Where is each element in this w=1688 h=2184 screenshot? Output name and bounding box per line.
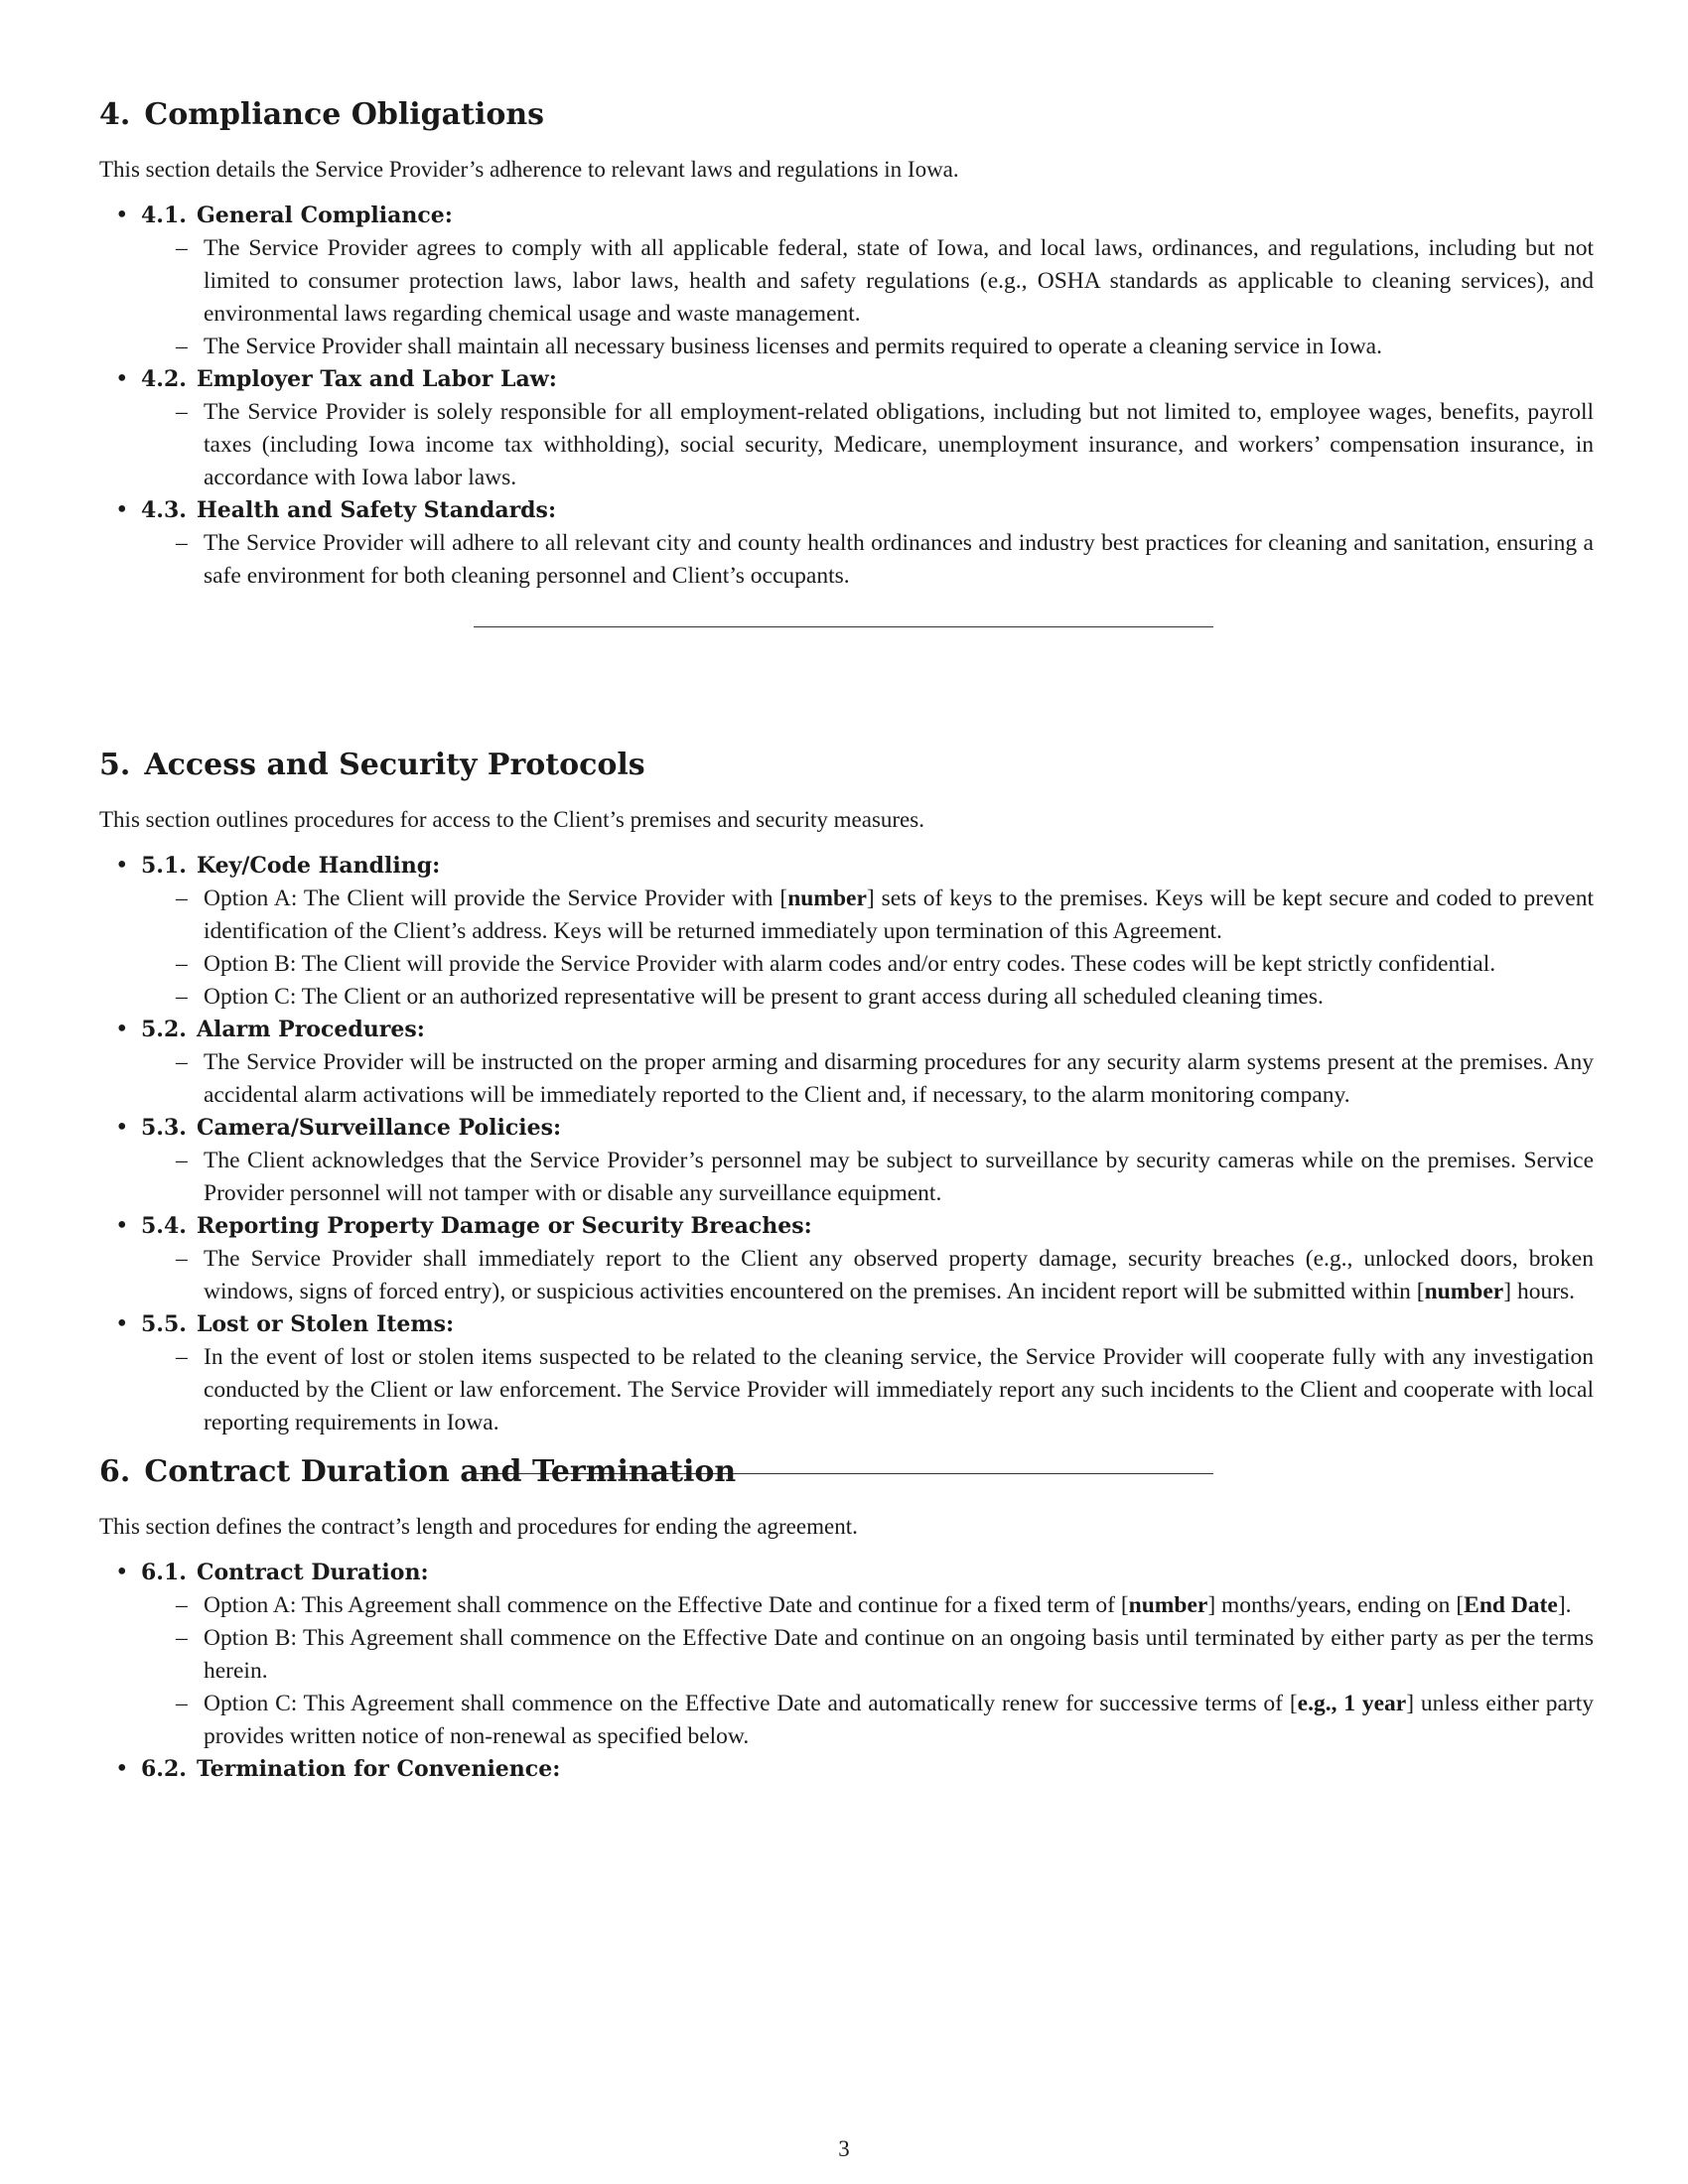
clause-points	[141, 1243, 1594, 1308]
clause-points	[141, 1145, 1594, 1210]
clause-point-text: Option A: The Client will provide the Service Provider with [number] sets of keys to the premises. Keys will be kept secure and coded to prevent identification of the Client’s address. Keys will be returned immediately upon termination of this Agreement.	[204, 886, 1595, 944]
clause-point	[176, 1622, 1594, 1688]
clause-point	[176, 1589, 1594, 1622]
clause-heading-text: Contract Duration:	[196, 1560, 429, 1585]
clause-point-text: In the event of lost or stolen items suspected to be related to the cleaning service, the Service Provider will cooperate fully with any investigation conducted by the Client or law enforcement. The Service Provider will immediately report any such incidents to the Client and cooperate with local reporting requirements in Iowa.	[204, 1344, 1594, 1435]
clause-point-text: Option B: This Agreement shall commence on the Effective Date and continue on an ongoing basis until terminated by either party as per the terms herein.	[204, 1625, 1594, 1684]
dash-icon: –	[176, 1049, 188, 1075]
clause-point-text: The Service Provider agrees to comply with all applicable federal, state of Iowa, and local laws, ordinances, and regulations, including but not limited to consumer protection laws, labor laws, health and safety regulations (e.g., OSHA standards as applicable to cleaning services), and environmental laws regarding chemical usage and waste management.	[204, 235, 1594, 327]
section-intro: This section defines the contract’s length and procedures for ending the agreement.	[99, 1514, 858, 1539]
clause-heading	[141, 363, 1594, 396]
clause-number: 5.3.	[141, 1115, 187, 1141]
section-3	[99, 1452, 1594, 1786]
clause-list	[99, 1557, 1594, 1786]
placeholder-field: End Date	[1464, 1592, 1558, 1618]
clause-number: 5.4.	[141, 1213, 187, 1239]
clause-heading-text: Camera/Surveillance Policies:	[196, 1115, 562, 1141]
section-intro: This section details the Service Provider’s adherence to relevant laws and regulations in Iowa.	[99, 157, 959, 182]
bullet-icon: •	[115, 1213, 129, 1239]
section-divider	[474, 626, 1213, 627]
dash-icon: –	[176, 399, 188, 425]
clause-point	[176, 527, 1594, 593]
clause-item	[115, 850, 1595, 1014]
section-number: 5.	[99, 748, 131, 782]
clause-item	[115, 1014, 1594, 1112]
clause-point	[176, 232, 1594, 331]
clause-number: 6.1.	[141, 1560, 187, 1585]
clause-point-text: Option B: The Client will provide the Service Provider with alarm codes and/or entry codes. These codes will be kept strictly confidential.	[204, 951, 1496, 977]
section-title-text: Access and Security Protocols	[144, 748, 645, 782]
bullet-icon: •	[115, 1756, 129, 1782]
clause-heading	[141, 1308, 1594, 1341]
clause-number: 4.1.	[141, 203, 187, 228]
section-number: 6.	[99, 1454, 131, 1489]
placeholder-field: number	[787, 886, 867, 911]
dash-icon: –	[176, 1148, 188, 1173]
clause-point-text: Option A: This Agreement shall commence on the Effective Date and continue for a fixed term of [number] months/years, ending on [End Date].	[204, 1592, 1572, 1618]
clause-number: 6.2.	[141, 1756, 187, 1782]
clause-item	[115, 1210, 1594, 1308]
clause-points	[141, 883, 1594, 1014]
section-number: 4.	[99, 97, 131, 132]
clause-heading	[141, 1753, 1594, 1786]
clause-point-text: The Service Provider shall immediately report to the Client any observed property damage, security breaches (e.g., unlocked doors, broken windows, signs of forced entry), or suspicious activities encountered on the premises. An incident report will be submitted within [number] hours.	[204, 1246, 1594, 1304]
clause-number: 5.1.	[141, 853, 187, 879]
dash-icon: –	[176, 334, 188, 359]
dash-icon: –	[176, 1344, 188, 1370]
placeholder-field: e.g., 1 year	[1297, 1691, 1407, 1716]
section-title-text: Contract Duration and Termination	[144, 1454, 737, 1489]
page-number: 3	[838, 2136, 850, 2161]
clause-points	[141, 1046, 1594, 1112]
clause-item	[115, 200, 1594, 363]
clause-point-text: The Service Provider shall maintain all necessary business licenses and permits required to operate a cleaning service in Iowa.	[204, 334, 1382, 359]
clause-points	[141, 232, 1594, 363]
clause-list	[99, 200, 1594, 593]
clause-item	[115, 494, 1594, 593]
clause-point-text: The Service Provider will adhere to all relevant city and county health ordinances and industry best practices for cleaning and sanitation, ensuring a safe environment for both cleaning personnel and Client’s occupants.	[204, 530, 1594, 589]
clause-heading	[141, 494, 1594, 527]
clause-number: 4.3.	[141, 497, 187, 523]
bullet-icon: •	[115, 366, 129, 392]
clause-item	[115, 1112, 1594, 1210]
clause-item	[115, 363, 1594, 494]
clause-item	[115, 1557, 1594, 1753]
clause-number: 4.2.	[141, 366, 187, 392]
clause-point-text: Option C: The Client or an authorized representative will be present to grant access during all scheduled cleaning times.	[204, 984, 1324, 1010]
clause-heading-text: Alarm Procedures:	[196, 1017, 425, 1042]
clause-heading	[141, 1557, 1594, 1589]
clause-heading	[141, 1112, 1594, 1145]
clause-heading	[141, 1210, 1594, 1243]
dash-icon: –	[176, 886, 188, 911]
clause-point	[176, 1341, 1594, 1439]
bullet-icon: •	[115, 203, 129, 228]
clause-point-text: The Client acknowledges that the Service Provider’s personnel may be subject to surveillance by security cameras while on the premises. Service Provider personnel will not tamper with or disable any surveillance equipment.	[204, 1148, 1594, 1206]
section-title	[99, 1452, 1594, 1492]
clause-heading	[141, 200, 1594, 232]
section-2	[99, 746, 1594, 1474]
clause-point-text: The Service Provider is solely responsible for all employment-related obligations, including but not limited to, employee wages, benefits, payroll taxes (including Iowa income tax withholding), social security, Medicare, unemployment insurance, and workers’ compensation insurance, in accordance with Iowa labor laws.	[204, 399, 1594, 490]
dash-icon: –	[176, 235, 188, 261]
clause-heading-text: Lost or Stolen Items:	[196, 1311, 455, 1337]
clause-point	[176, 1145, 1594, 1210]
bullet-icon: •	[115, 1560, 129, 1585]
dash-icon: –	[176, 1246, 188, 1272]
section-title	[99, 746, 1594, 785]
bullet-icon: •	[115, 1017, 129, 1042]
clause-heading-text: Reporting Property Damage or Security Breaches:	[196, 1213, 812, 1239]
bullet-icon: •	[115, 853, 129, 879]
clause-point-text: Option C: This Agreement shall commence on the Effective Date and automatically renew for successive terms of [e.g., 1 year] unless either party provides written notice of non-renewal as specified below.	[204, 1691, 1594, 1749]
clause-points	[141, 1589, 1594, 1753]
clause-point-text: The Service Provider will be instructed on the proper arming and disarming procedures for any security alarm systems present at the premises. Any accidental alarm activations will be immediately reported to the Client and, if necessary, to the alarm monitoring company.	[204, 1049, 1594, 1108]
section-intro: This section outlines procedures for access to the Client’s premises and security measures.	[99, 807, 924, 832]
clause-point	[176, 981, 1594, 1014]
placeholder-field: number	[1128, 1592, 1208, 1618]
clause-point	[176, 1243, 1594, 1308]
bullet-icon: •	[115, 1115, 129, 1141]
dash-icon: –	[176, 984, 188, 1010]
dash-icon: –	[176, 1625, 188, 1651]
dash-icon: –	[176, 1691, 188, 1716]
dash-icon: –	[176, 530, 188, 556]
bullet-icon: •	[115, 1311, 129, 1337]
clause-point	[176, 1046, 1594, 1112]
clause-number: 5.2.	[141, 1017, 187, 1042]
clause-heading	[141, 850, 1594, 883]
clause-points	[141, 396, 1594, 494]
clause-point	[176, 396, 1594, 494]
clause-heading-text: Termination for Convenience:	[196, 1756, 561, 1782]
section-title-text: Compliance Obligations	[144, 97, 545, 132]
clause-heading-text: Employer Tax and Labor Law:	[196, 366, 557, 392]
clause-points	[141, 1341, 1594, 1439]
clause-heading-text: General Compliance:	[196, 203, 453, 228]
clause-list	[99, 850, 1594, 1439]
clause-point	[176, 883, 1595, 948]
placeholder-field: number	[1424, 1279, 1504, 1304]
clause-item	[115, 1308, 1594, 1439]
dash-icon: –	[176, 951, 188, 977]
clause-heading	[141, 1014, 1594, 1046]
clause-heading-text: Health and Safety Standards:	[196, 497, 557, 523]
dash-icon: –	[176, 1592, 188, 1618]
section-1	[99, 95, 1594, 627]
section-title	[99, 95, 1594, 135]
clause-point	[176, 948, 1594, 981]
clause-heading-text: Key/Code Handling:	[196, 853, 441, 879]
bullet-icon: •	[115, 497, 129, 523]
clause-point	[176, 331, 1594, 363]
clause-number: 5.5.	[141, 1311, 187, 1337]
clause-point	[176, 1688, 1594, 1753]
clause-points	[141, 527, 1594, 593]
clause-item	[115, 1753, 1594, 1786]
